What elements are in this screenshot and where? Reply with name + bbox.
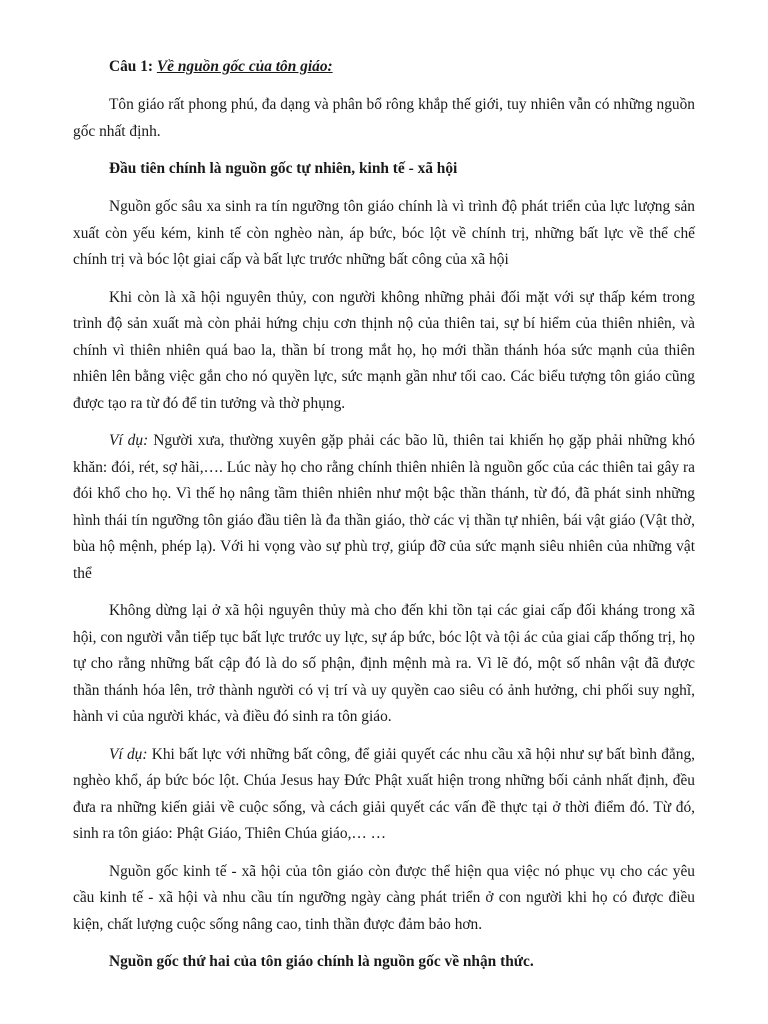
question-heading <box>73 54 695 80</box>
example-text-2: Khi bất lực với những bất công, để giải quyết các nhu cầu xã hội như sự bất bình đẳng, nghèo khổ, áp bức bóc lột. Chúa Jesus hay Đức Phật xuất hiện trong những bối cảnh nhất định, đều đưa ra những kiến giải về cuộc sống, và cách giải quyết các vấn đề thực tại ở thời điểm đó. Từ đó, sinh ra tôn giáo: Phật Giáo, Thiên Chúa giáo,… … <box>73 745 695 842</box>
intro-paragraph: Tôn giáo rất phong phú, đa dạng và phân bổ rông khắp thế giới, tuy nhiên vẫn có những nguồn gốc nhất định. <box>73 96 695 140</box>
example-label: Ví dụ: <box>109 432 149 449</box>
paragraph-2: Khi còn là xã hội nguyên thủy, con người không những phải đối mặt với sự thấp kém trong trình độ sản xuất mà còn phải hứng chịu cơn thịnh nộ của thiên tai, sự bí hiểm của thiên nhiên, và chính vì thiên nhiên quá bao la, thần bí trong mắt họ, họ mới thần thánh hóa sức mạnh của thiên nhiên lên bằng việc gắn cho nó quyền lực, sức mạnh gần như tối cao. Các biểu tượng tôn giáo cũng được tạo ra từ đó để tin tưởng và thờ phụng. <box>73 288 695 412</box>
section-heading-2: Nguồn gốc thứ hai của tôn giáo chính là nguồn gốc về nhận thức. <box>109 953 534 970</box>
example-paragraph-1 <box>73 428 695 587</box>
example-text-1: Người xưa, thường xuyên gặp phải các bão lũ, thiên tai khiến họ gặp phải những khó khăn: đói, rét, sợ hãi,…. Lúc này họ cho rằng chính thiên nhiên là nguồn gốc của các thiên tai gây ra đói khổ cho họ. Vì thế họ nâng tầm thiên nhiên như một bậc thần thánh, từ đó, đã phát sinh những hình thái tín ngưỡng tôn giáo đầu tiên là đa thần giáo, thờ các vị thần tự nhiên, bái vật giáo (Vật thờ, bùa hộ mệnh, phép lạ). Với hi vọng vào sự phù trợ, giúp đỡ của sức mạnh siêu nhiên của những vật thể <box>73 432 695 582</box>
example-label: Ví dụ: <box>109 745 148 763</box>
question-title: Về nguồn gốc của tôn giáo: <box>156 58 333 75</box>
example-paragraph-2 <box>73 742 695 848</box>
paragraph-3: Không dừng lại ở xã hội nguyên thủy mà cho đến khi tồn tại các giai cấp đối kháng trong xã hội, con người vẫn tiếp tục bất lực trước uy lực, sự áp bức, bóc lột và tội ác của giai cấp thống trị, họ tự cho rằng những bất cập đó là do số phận, định mệnh mà ra. Vì lẽ đó, một số nhân vật đã được thần thánh hóa lên, trở thành người có vị trí và uy quyền cao siêu có ảnh hưởng, chi phối suy nghĩ, hành vi của người khác, và điều đó sinh ra tôn giáo. <box>73 602 695 725</box>
paragraph-4: Nguồn gốc kinh tế - xã hội của tôn giáo còn được thể hiện qua việc nó phục vụ cho các yêu cầu kinh tế - xã hội và nhu cầu tín ngưỡng ngày càng phát triển ở con người khi họ có được điều kiện, chất lượng cuộc sống nâng cao, tinh thần được đảm bảo hơn. <box>73 862 695 933</box>
paragraph-1: Nguồn gốc sâu xa sinh ra tín ngưỡng tôn giáo chính là vì trình độ phát triển của lực lượng sản xuất còn yếu kém, kinh tế còn nghèo nàn, áp bức, bóc lột về chính trị, những bất lực về thể chế chính trị và bóc lột giai cấp và bất lực trước những bất công của xã hội <box>73 198 695 268</box>
document-page <box>73 54 695 987</box>
question-label: Câu 1: <box>109 58 154 75</box>
section-heading-1: Đầu tiên chính là nguồn gốc tự nhiên, kinh tế - xã hội <box>109 160 458 177</box>
